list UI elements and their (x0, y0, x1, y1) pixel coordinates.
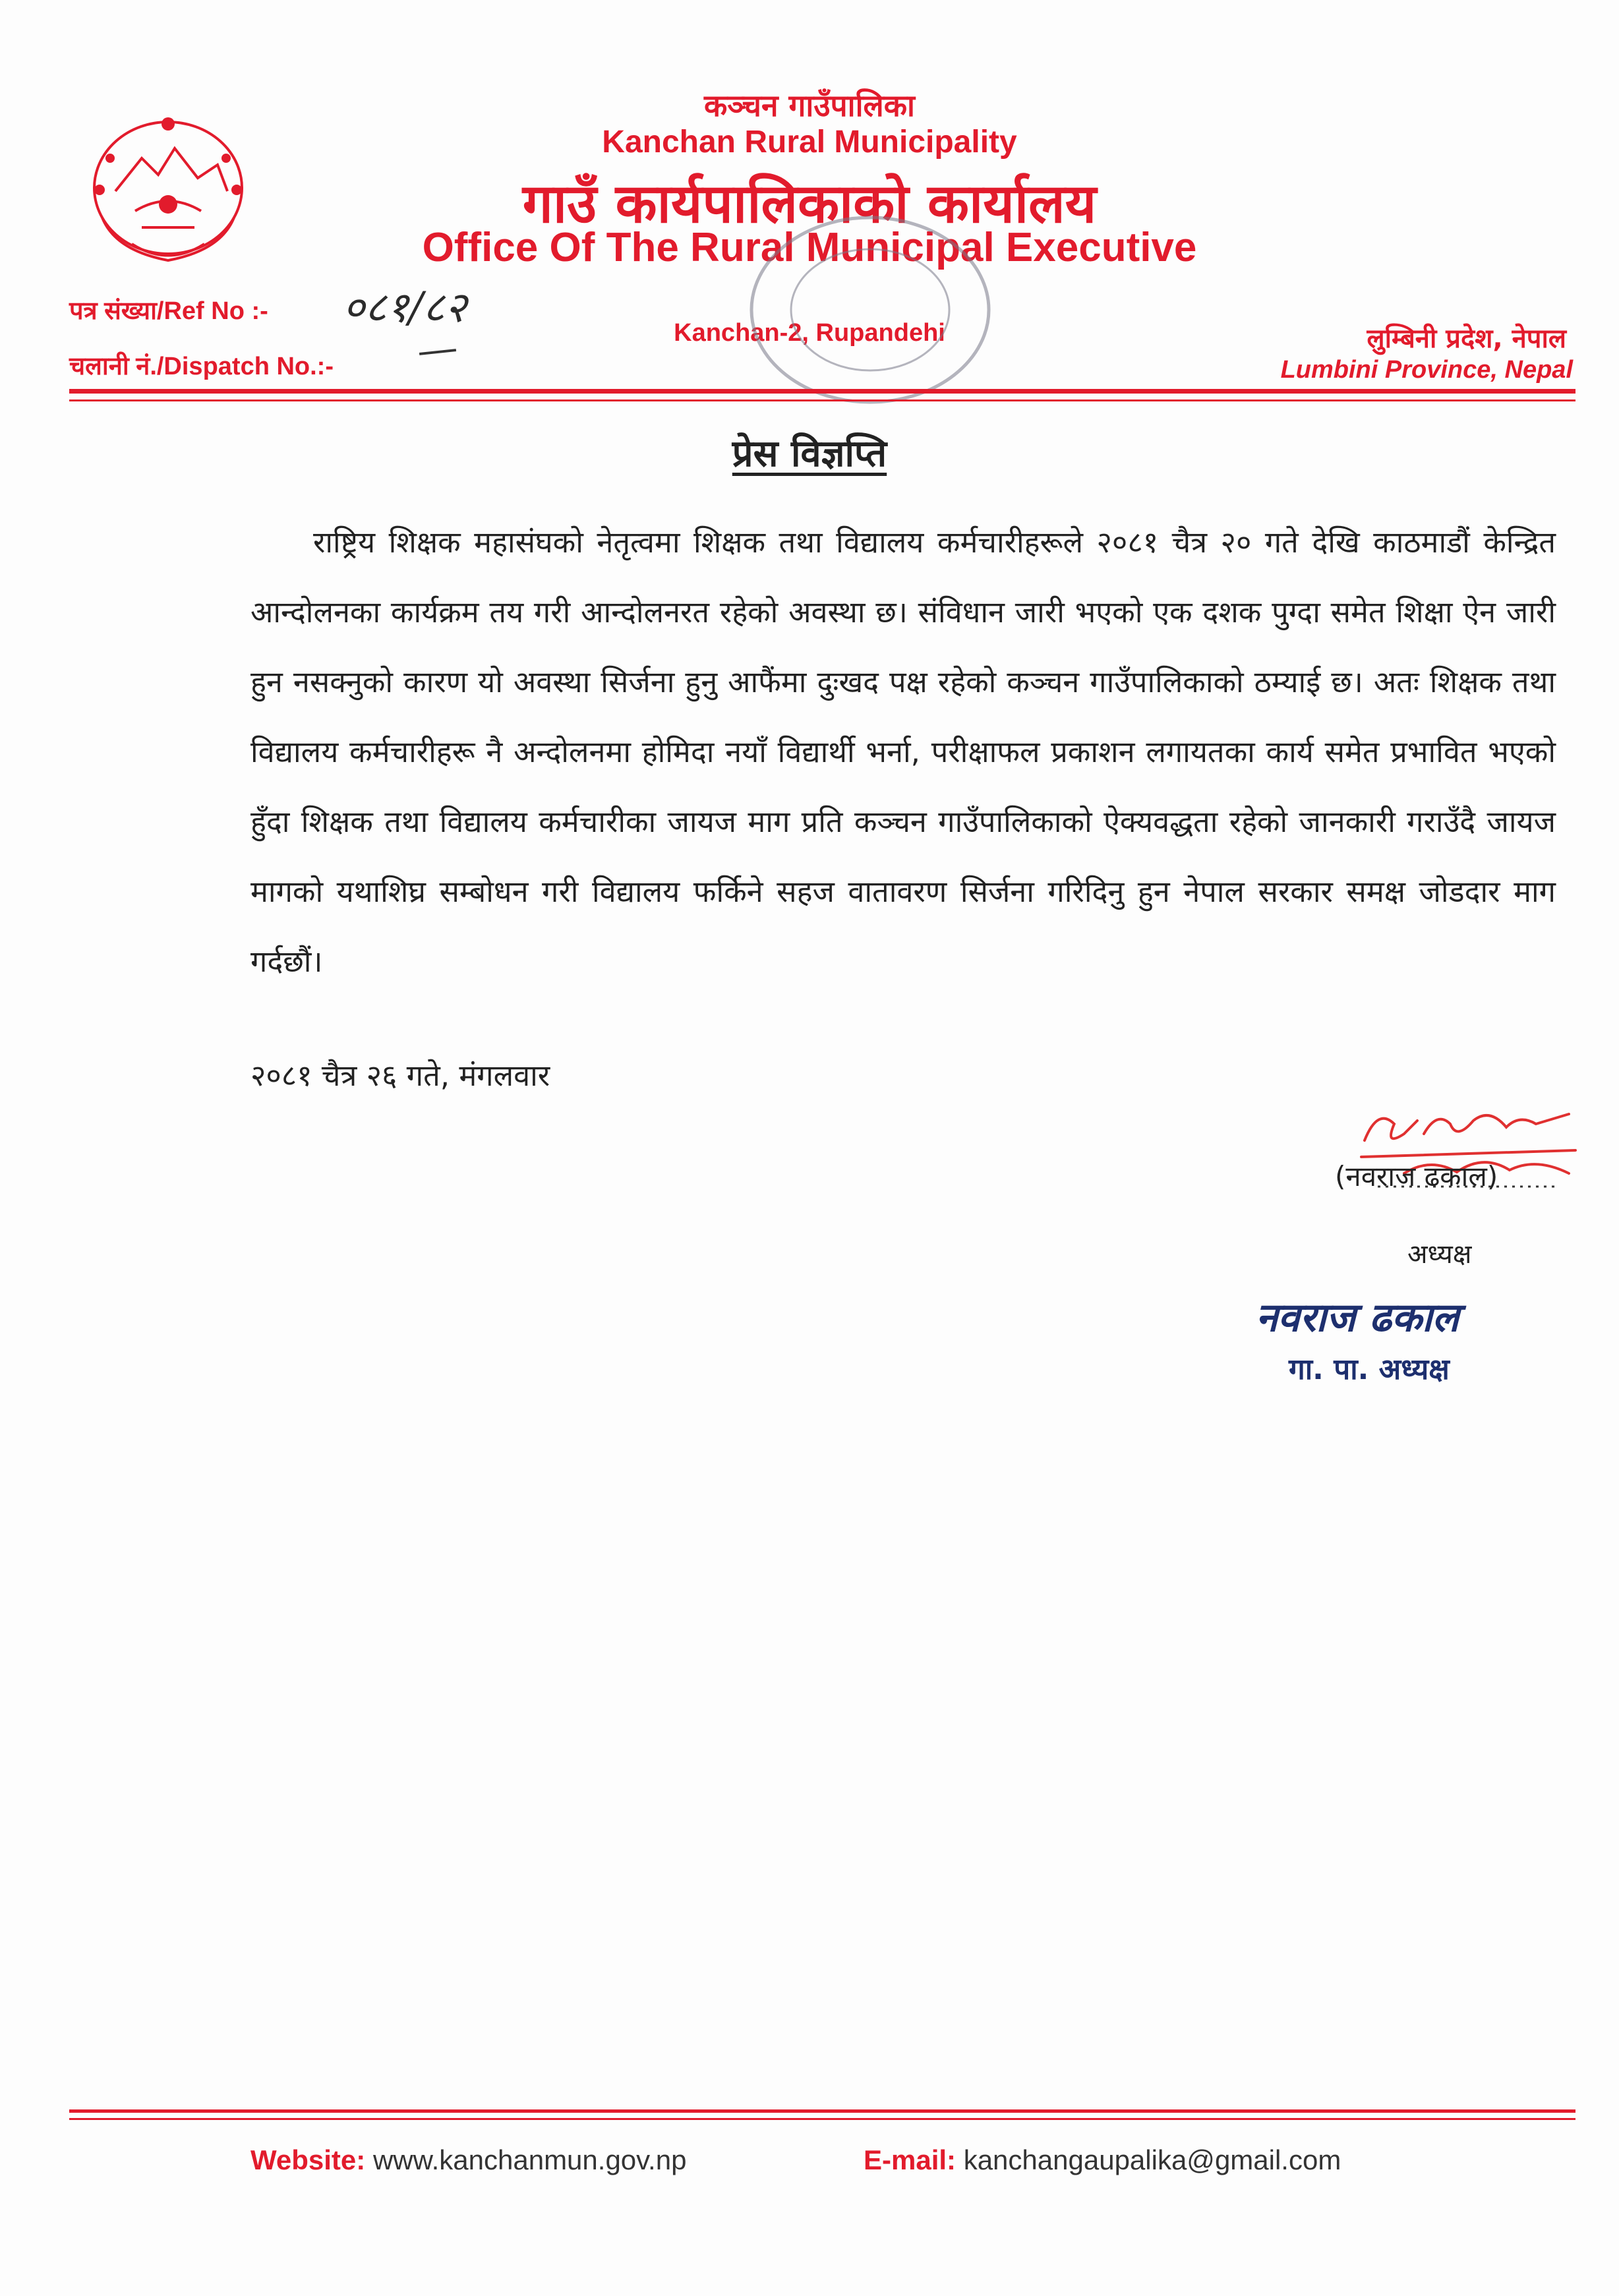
municipality-name-np: कञ्चन गाउँपालिका (704, 88, 915, 123)
website-link[interactable]: www.kanchanmun.gov.np (372, 2144, 687, 2175)
footer-rule-thin (69, 2118, 1575, 2120)
dispatch-no-label: चलानी नं./Dispatch No.:- (69, 353, 334, 380)
footer-website (250, 2144, 686, 2176)
municipality-name-en: Kanchan Rural Municipality (602, 125, 1017, 160)
ref-no-label: पत्र संख्या/Ref No :- (69, 297, 268, 325)
ref-no-value: ०८१/८२ (343, 283, 467, 332)
office-name-np: गाउँ कार्यपालिकाको कार्यालय (522, 173, 1097, 235)
province-np: लुम्बिनी प्रदेश, नेपाल (1367, 324, 1566, 354)
website-label: Website: (250, 2144, 366, 2175)
press-release-body: राष्ट्रिय शिक्षक महासंघको नेतृत्वमा शिक्षक तथा विद्यालय कर्मचारीहरूले २०८१ चैत्र २० गते देखि काठमाडौं केन्द्रित आन्दोलनका कार्यक्रम तय गरी आन्दोलनरत रहेको अवस्था छ। संविधान जारी भएको एक दशक पुग्दा समेत शिक्षा ऐन जारी हुन नसक्नुको कारण यो अवस्था सिर्जना हुनु आफैंमा दुःखद पक्ष रहेको कञ्चन गाउँपालिकाको ठम्याई छ। अतः शिक्षक तथा विद्यालय कर्मचारीहरू नै अन्दोलनमा होमिदा नयाँ विद्यार्थी भर्ना, परीक्षाफल प्रकाशन लगायतका कार्य समेत प्रभावित भएको हुँदा शिक्षक तथा विद्यालय कर्मचारीका जायज माग प्रति कञ्चन गाउँपालिकाको ऐक्यवद्धता रहेको जानकारी गराउँदै जायज मागको यथाशिघ्र सम्बोधन गरी विद्यालय फर्किने सहज वातावरण सिर्जना गरिदिनु हुन नेपाल सरकार समक्ष जोडदार माग गर्दछौं। (250, 525, 1556, 979)
office-stamp (699, 204, 1042, 415)
signatory-name: (नवराज ढकाल) (1335, 1160, 1498, 1192)
email-link[interactable]: kanchangaupalika@gmail.com (963, 2144, 1341, 2175)
header-rule (69, 389, 1575, 394)
footer-email (864, 2144, 1341, 2176)
office-name-en: Office Of The Rural Municipal Executive (422, 225, 1197, 270)
province-en: Lumbini Province, Nepal (1280, 356, 1573, 384)
release-date: २०८१ चैत्र २६ गते, मंगलवार (250, 1058, 550, 1093)
email-label: E-mail: (864, 2144, 957, 2175)
seal-title: गा. पा. अध्यक्ष (1289, 1353, 1450, 1386)
footer-rule (69, 2109, 1575, 2113)
signatory-designation: अध्यक्ष (1407, 1239, 1472, 1270)
header-rule-thin (69, 399, 1575, 401)
press-release-title: प्रेस विज्ञप्ति (732, 432, 887, 475)
dispatch-no-dash (419, 349, 456, 355)
seal-name: नवराज ढकाल (1256, 1295, 1459, 1341)
office-address: Kanchan-2, Rupandehi (674, 319, 945, 347)
